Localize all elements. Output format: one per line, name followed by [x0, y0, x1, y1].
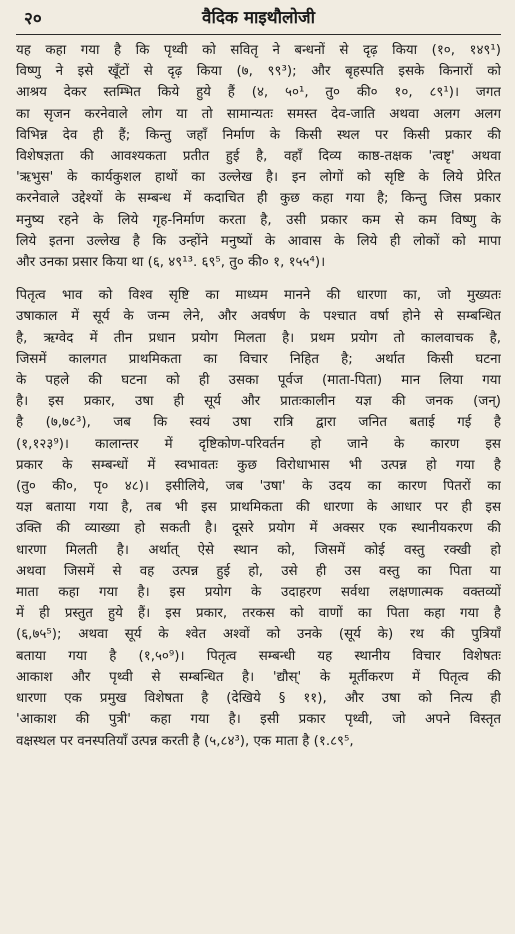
text-line: है। इस प्रकार, उषा ही सूर्य और प्रातःकालीन यज्ञ की जनक (जन्) [16, 394, 501, 410]
text-line: माता कहा गया है। इस प्रयोग के उदाहरण सर्वथा लक्षणात्मक वक्तव्यों [16, 585, 501, 601]
text-line: उक्ति की व्याख्या हो सकती है। दूसरे प्रयोग में अक्सर एक स्थानीयकरण की [16, 521, 501, 537]
text-line: विष्णु ने इसे खूँटों से दृढ़ किया (७, ९९³); और बृहस्पति इसके किनारों को [16, 64, 501, 80]
running-title: वैदिक माइथौलोजी [202, 8, 315, 28]
text-line: (१,१२३⁹)। कालान्तर में दृष्टिकोण-परिवर्तन हो जाने के कारण इस [16, 436, 501, 452]
text-line: के पहले की घटना को ही उसका पूर्वज (माता-पिता) मान लिया गया [16, 373, 501, 389]
text-line: उषाकाल में सूर्य के जन्म लेने, और अवर्षण के पश्चात वर्षा होने से सम्बन्धित [16, 309, 501, 325]
text-line: वक्षस्थल पर वनस्पतियाँ उत्पन्न करती है (५,८४³), एक माता है (१.८९⁵, [16, 733, 354, 749]
text-line: पितृत्व भाव को विश्व सृष्टि का माध्यम मानने की धारणा का, जो मुख्यतः [16, 288, 501, 304]
text-line: आकाश और पृथ्वी से सम्बन्धित है। 'द्यौस्' के मूर्तीकरण में पितृत्व की [16, 669, 501, 685]
text-line: यज्ञ बताया गया है, तब भी इस प्राथमिकता की धारणा के आधार पर ही इस [16, 500, 501, 516]
text-line: में ही प्रस्तुत हुये हैं। इस प्रकार, तरकस को वाणों का पिता कहा गया है [16, 606, 501, 622]
text-line: आश्रय देकर स्तम्भित किये हुये हैं (४, ५०¹, तु० की० १०, ८९¹)। जगत [16, 85, 501, 101]
page-number: २० [24, 9, 42, 29]
text-line: करनेवाले उद्देश्यों के सम्बन्ध में कदाचित ही कुछ कहा गया है; किन्तु जिस प्रकार [16, 191, 501, 207]
text-line: है (७,७८³), जब कि स्वयं उषा रात्रि द्वारा जनित बताई गई है [16, 415, 501, 431]
text-line: जिसमें कालगत प्राथमिकता का विचार निहित है; अर्थात किसी घटना [16, 351, 501, 367]
text-line: अथवा जिसमें से वह उत्पन्न हुई हो, उसे ही उस वस्तु का पिता या [16, 563, 501, 579]
text-line: बताया गया है (१,५०⁹)। पितृत्व सम्बन्धी यह स्थानीय विचार विशेषतः [16, 648, 501, 664]
body-text [16, 40, 501, 752]
text-line: धारणा एक प्रमुख विशेषता है (देखिये § ११), और उषा को नित्य ही [16, 691, 501, 707]
text-line: मनुष्य रहने के लिये गृह-निर्माण करता है, उसी प्रकार कम से कम विष्णु के [16, 212, 501, 228]
text-line: प्रकार के सम्बन्धों में स्वभावतः कुछ विरोधाभास भी उत्पन्न हो गया है [16, 457, 501, 473]
text-line: है, ऋग्वेद में तीन प्रधान प्रयोग मिलता है। प्रथम प्रयोग तो कालवाचक है, [16, 330, 501, 346]
text-line: 'ऋभुस' के कार्यकुशल हाथों का उल्लेख है। इन लोगों को सृष्टि के लिये प्रेरित [16, 170, 501, 186]
text-line: का सृजन करनेवाले लोग या तो सामान्यतः समस्त देव-जाति अथवा अलग अलग [16, 106, 501, 122]
text-line: 'आकाश की पुत्री' कहा गया है। इसी प्रकार पृथ्वी, जो अपने विस्तृत [16, 712, 501, 728]
text-line: विभिन्न देव ही हैं; किन्तु जहाँ निर्माण के किसी स्थल पर किसी प्रकार की [16, 127, 501, 143]
paragraph-1 [16, 40, 501, 273]
text-line: (तु० की०, पृ० ४८)। इसीलिये, जब 'उषा' के उदय का कारण पितरों का [16, 479, 501, 495]
text-line: (६,७५⁵); अथवा सूर्य के श्वेत अश्वों को उनके (सूर्य के) रथ की पुत्रियाँ [16, 627, 501, 643]
text-line: धारणा मिलती है। अर्थात् ऐसे स्थान को, जिसमें कोई वस्तु रक्खी हो [16, 542, 501, 558]
text-line: लिये इतना उल्लेख है कि उन्होंने मनुष्यों के आवास के लिये ही लोकों को मापा [16, 233, 501, 249]
page-header [16, 0, 501, 35]
paragraph-2 [16, 285, 501, 751]
text-line: और उनका प्रसार किया था (६, ४९¹³. ६९⁵, तु० की० १, १५५⁴)। [16, 255, 326, 271]
text-line: यह कहा गया है कि पृथ्वी को सवितृ ने बन्धनों से दृढ़ किया (१०, १४९¹) [16, 43, 501, 58]
text-line: विशेषज्ञता की आवश्यकता प्रतीत हुई है, वहाँ दिव्य काष्ठ-तक्षक 'त्वष्टृ' अथवा [16, 149, 501, 165]
